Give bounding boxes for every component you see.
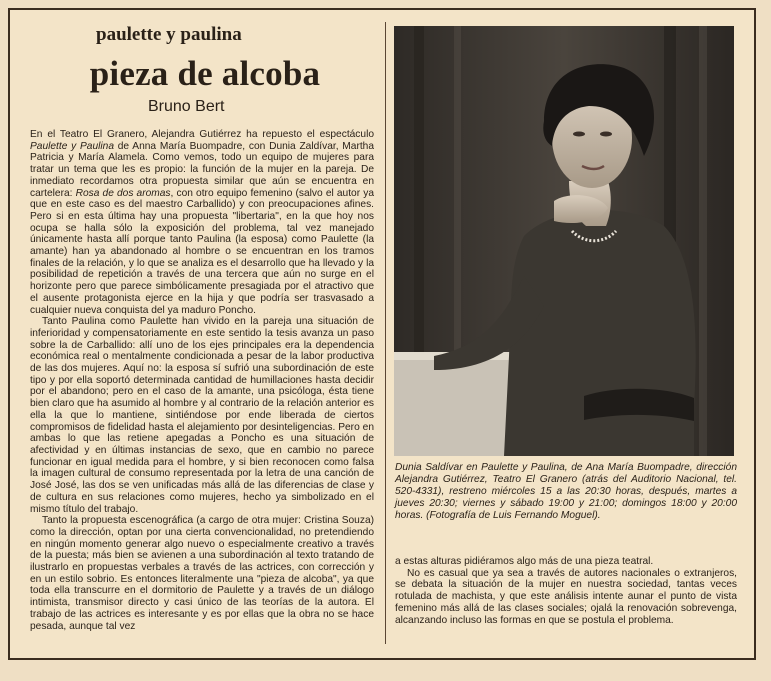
body-paragraph-1	[30, 129, 374, 316]
article-headline: pieza de alcoba	[89, 54, 321, 93]
body-text: de Anna María Buompadre, con Dunia Zaldívar, Martha Patricia y María Alamela. Como vemos, todo un equipo de mujeres para tratar un tema que les es propio: la función de la mujer en la pareja. De inmediato recordamos otra propuesta similar que aún se encuentra en cartelera:	[30, 140, 374, 199]
article-byline: Bruno Bert	[148, 98, 225, 115]
body-paragraph-2: Tanto Paulina como Paulette han vivido en la pareja una situación de inferioridad y compensatoriamente en este sentido la tesis avanza un paso sobre la de Carballido: allí uno de los ejes principales era la dependencia económica real o mentalmente condicionada a pesar de la labor productiva de las dos mujeres. Aquí no: la esposa sí sufrió una subordinación de este tipo y por ella soportó determinada cantidad de humillaciones hasta decidir por el abandono; pero en el caso de la amante, una psicóloga, ésta tiene bien claro que ha asumido al hombre y al contrario de la relación anterior es ella la que lo mantiene, sintiéndose por ende liberada de ciertos compromisos de fidelidad hasta el alejamiento por desinteligencias. Pero en ambas lo que las retiene apegadas a Poncho es una situación de afectividad y en últimas instancias de sexo, que en cambio no parece funcionar en igual medida para el hombre, y si bien reconocen como falsa la imagen cultural de consumo representada por la letra de una canción de José José, las dos se ven unificadas más allá de las diferencias de clase y de cultura en sus relaciones como mujeres, hecho ya simbolizado en el mismo título del trabajo.	[30, 316, 374, 515]
body-text: En el Teatro El Granero, Alejandra Gutiérrez ha repuesto el espectáculo	[30, 129, 374, 140]
play-title: Paulette y Paulina	[30, 140, 114, 152]
body-paragraph-3: Tanto la propuesta escenográfica (a cargo de otra mujer: Cristina Souza) como la dirección, optan por una cierta convencionalidad, no pretendiendo en ningún momento generar algo nuevo o especialmente creativo a través de la puesta; más bien se avienen a una subordinación al texto tratando de ilustrarlo en propuestas verbales a través de las actrices, con corrección y en un estilo sobrio. Es entonces literalmente una "pieza de alcoba", ya que toda ella transcurre en el dormitorio de Paulette y a través de un diálogo intimista, transmisor directo y casi único de las teorías de la autora. El trabajo de las actrices es interesante y es por ellas que la obra no se hace pesada, aunque tal vez	[30, 515, 374, 632]
column-divider	[385, 22, 386, 644]
play-title: Rosa de dos aromas	[75, 187, 171, 199]
actress-photo	[394, 26, 734, 456]
body-text: , con otro equipo femenino (salvo el autor ya que en este caso es del maestro Carballido) y con preocupaciones afines. Pero si en esta última hay una propuesta "libertaria", en la que hoy nos ocupa se halla sólo la exposición del problema, tal vez manejado únicamente hasta allí porque tanto Paulina (la esposa) como Paulette (la amante) han ya abandonado al hombre o se encuentran en los tramos finales de la relación, y lo que se analiza es el desarrollo que ha llevado y la posibilidad de repetición a través de una tercera que aún no surge en el horizonte pero que parece simbólicamente presagiada por el atractivo que el ausente protagonista ejerce en la hija y que podría ser trasvasado a cualquier nueva conquista del ya maduro Poncho.	[30, 187, 374, 316]
article-body-left-column	[30, 129, 374, 641]
photo-illustration	[394, 26, 734, 456]
article-kicker: paulette y paulina	[96, 24, 242, 45]
body-paragraph-continued: a estas alturas pidiéramos algo más de una pieza teatral.	[395, 556, 654, 567]
article-body-right-column	[395, 556, 737, 646]
body-paragraph-closing: No es casual que ya sea a través de autores nacionales o extranjeros, se debata la situación de la mujer en nuestra sociedad, tantas veces rotulada de machista, y que este análisis intente aunar el punto de vista femenino más allá de las clases sociales; ojalá la renovación sobrevenga, alcanzando incluso las formas en que se postula el problema.	[395, 567, 737, 626]
photo-caption: Dunia Saldívar en Paulette y Paulina, de Ana María Buompadre, dirección Alejandra Gutiérrez, Teatro El Granero (atrás del Auditorio Nacional, tel. 520-4331), restreno miércoles 15 a las 20:30 horas, después, martes a jueves 20:30; viernes y sábado 19:00 y 21:00; domingos 18:00 y 20:00 horas. (Fotografía de Luis Fernando Moguel).	[395, 462, 737, 521]
